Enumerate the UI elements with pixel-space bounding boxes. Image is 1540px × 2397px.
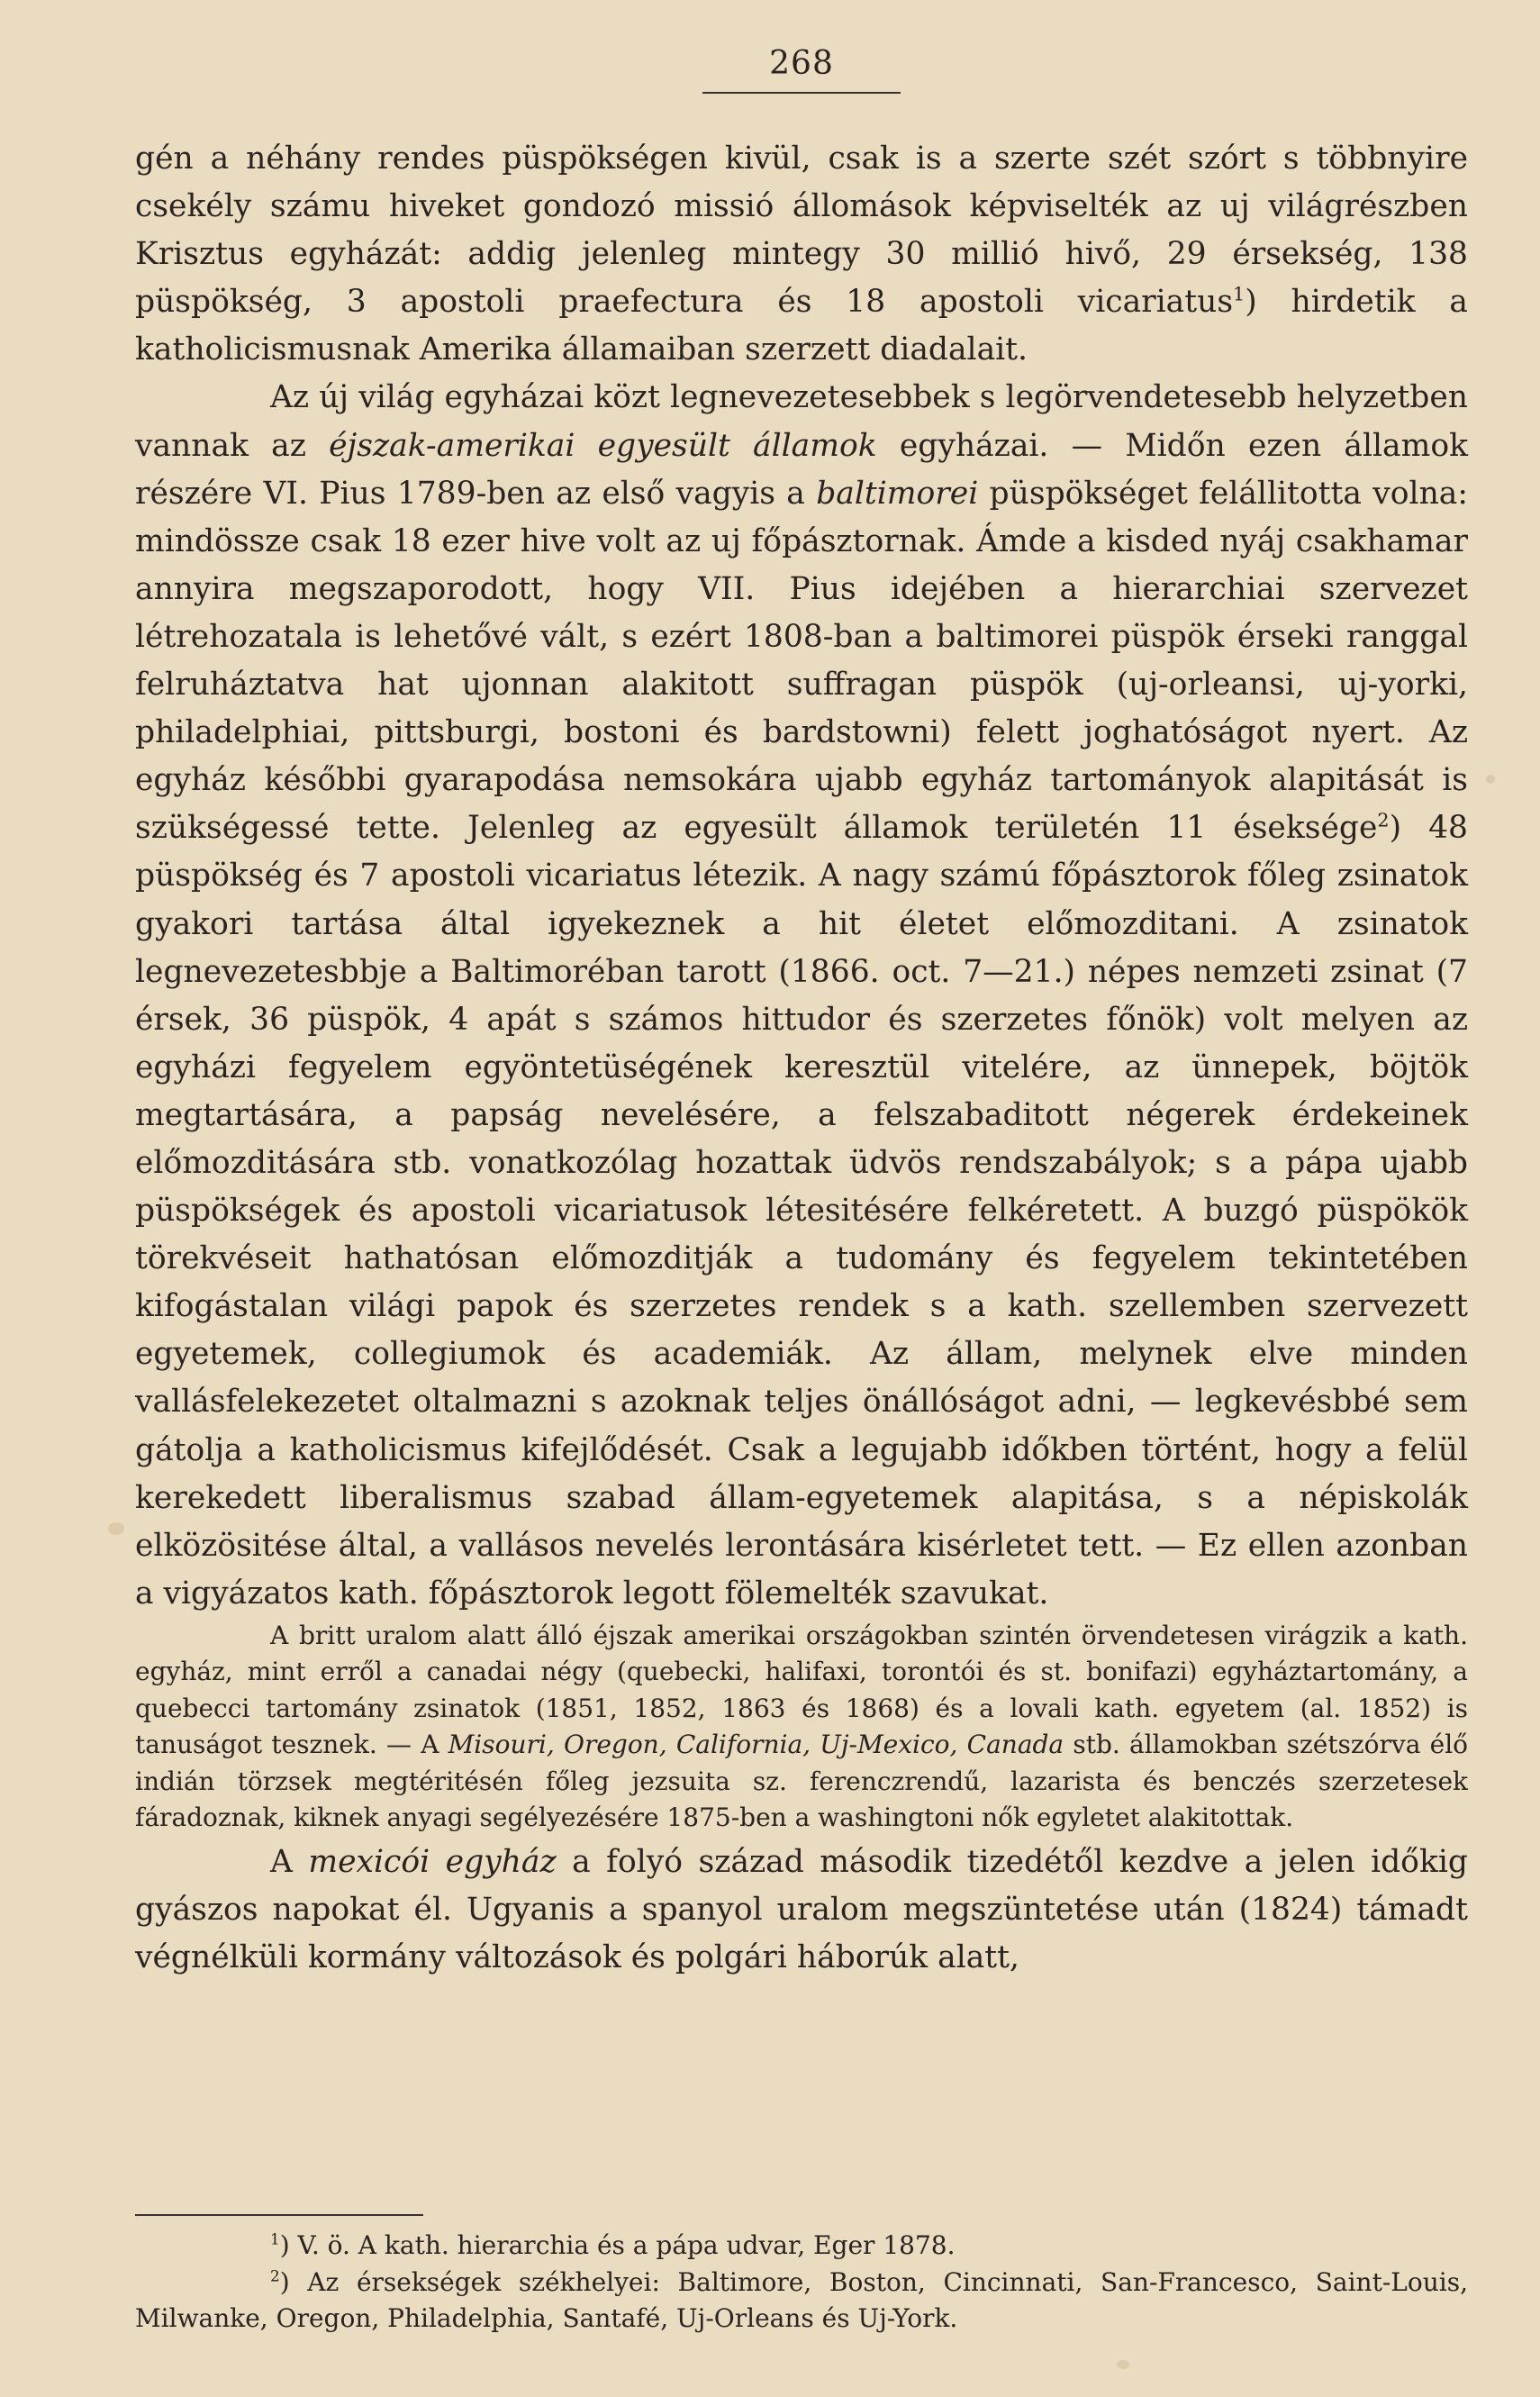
emphasis-baltimore: baltimorei [816, 475, 979, 512]
footnote-rule [135, 2214, 423, 2216]
footnote-ref-2: 2 [1377, 809, 1390, 831]
footnote-ref-1: 1 [1233, 283, 1246, 305]
footnote-1: $^1$) V. ö. A kath. hierarchia és a pápa udvar, Eger 1878. [270, 2229, 956, 2260]
paragraph-1: gén a néhány rendes püspökségen kivül, csak is a szerte szét szórt s többnyire csekély számu hiveket gondozó missió állomások képviselték az uj világrészben Krisztus egyházát: addig jelenleg mintegy 30 millió hivő, 29 érsekség, 138 püspökség, 3 apostoli praefectura és 18 apostoli vicariatus$^1$) hirdetik a katholicismusnak Amerika államaiban szerzett diadalait. [135, 141, 1468, 368]
footnote-2: $^2$) Az érsekségek székhelyei: Baltimore, Boston, Cincinnati, San-Francesco, Saint-Louis, Milwanke, Oregon, Philadelphia, Santafé, Uj-Orleans és Uj-York. [135, 2266, 1468, 2333]
footnotes [135, 2228, 1468, 2338]
page-number: 268 [769, 45, 834, 82]
header-rule [702, 92, 901, 94]
paper-stain [108, 1522, 124, 1535]
paragraph-3: A mexicói egyház a folyó század második tizedétől kezdve a jelen időkig gyászos napokat él. Ugyanis a spanyol uralom megszüntetése után (1824) támadt végnélküli kormány változások és polgári háborúk alatt, [135, 1843, 1468, 1976]
emphasis-mexican-church: mexicói egyház [308, 1843, 557, 1880]
small-print-note: A britt uralom alatt álló éjszak amerikai országokban szintén örvendetesen virágzik a kath. egyház, mint erről a canadai négy (quebecki, halifaxi, torontói és st. bonifazi) egyháztartomány, a quebecci tartomány zsinatok (1851, 1852, 1863 és 1868) és a lovali kath. egyetem (al. 1852) is tanuságot tesznek. — A Misouri, Oregon, California, Uj-Mexico, Canada stb. államokban szétszórva élő indián törzsek megtéritésén főleg jezsuita sz. ferenczrendű, lazarista és benczés szerzetesek fáradoznak, kiknek anyagi segélyezésére 1875-ben a washingtoni nők egyletet alakitottak. [135, 1620, 1469, 1833]
paragraph-2: Az új világ egyházai közt legnevezetesebbek s legörvendetesebb helyzetben vannak az éjszak-amerikai egyesült államok egyházai. — Midőn ezen államok részére VI. Pius 1789-ben az első vagyis a baltimorei püspökséget felállitotta volna: mindössze csak 18 ezer hive volt az uj főpásztornak. Ámde a kisded nyáj csakhamar annyira megszaporodott, hogy VII. Pius idejében a hierarchiai szervezet létrehozatala is lehetővé vált, s ezért 1808-ban a baltimorei püspök érseki ranggal felruháztatva hat ujonnan alakitott suffragan püspök (uj-orleansi, uj-yorki, philadelphiai, pittsburgi, bostoni és bardstowni) felett joghatóságot nyert. Az egyház későbbi gyarapodása nemsokára ujabb egyház tartományok alapitását is szükségessé tette. Jelenleg az egyesült államok területén 11 éseksége$^2$) 48 püspökség és 7 apostoli vicariatus létezik. A nagy számú főpásztorok főleg zsinatok gyakori tartása által igyekeznek a hit életet előmozditani. A zsinatok legnevezetesbbje a Baltimoréban tarott (1866. oct. 7—21.) népes nemzeti zsinat (7 érsek, 36 püspök, 4 apát s számos hittudor és szerzetes főnök) volt melyen az egyházi fegyelem egyöntetüségének keresztül vitelére, az ünnepek, böjtök megtartására, a papság nevelésére, a felszabaditott négerek érdekeinek előmozditására stb. vonatkozólag hozattak üdvös rendszabályok; s a pápa ujabb püspökségek és apostoli vicariatusok létesitésére felkéretett. A buzgó püspökök törekvéseit hathatósan előmozditják a tudomány és fegyelem tekintetében kifogástalan világi papok és szerzetes rendek s a kath. szellemben szervezett egyetemek, collegiumok és academiák. Az állam, melynek elve minden vallásfelekezetet oltalmazni s azoknak teljes önállóságot adni, — legkevésbbé sem gátolja a katholicismus kifejlődését. Csak a legujabb időkben történt, hogy a felül kerekedett liberalismus szabad állam-egyetemek alapitása, s a népiskolák elközösitése által, a vallásos nevelés lerontására kisérletet tett. — Ez ellen azonban a vigyázatos kath. főpásztorok legott fölemelték szavukat. [135, 379, 1469, 1612]
paper-stain [1486, 775, 1495, 784]
book-page [135, 36, 1468, 2378]
emphasis-north-american-states: éjszak-amerikai egyesült államok [329, 427, 877, 464]
emphasis-states-list: Misouri, Oregon, California, Uj-Mexico, Canada [448, 1730, 1064, 1760]
body-text [135, 135, 1468, 1982]
paper-stain [1117, 2360, 1129, 2369]
